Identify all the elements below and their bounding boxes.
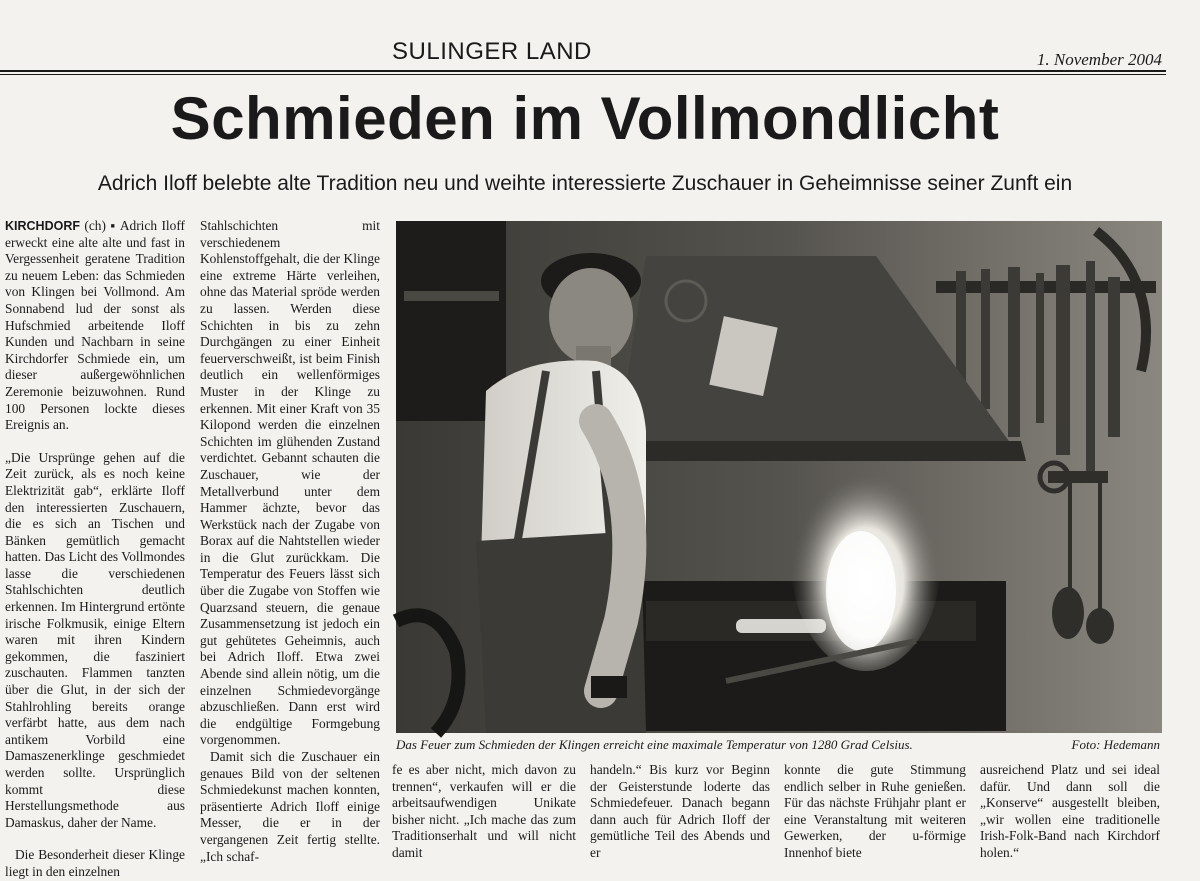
paragraph: ausreichend Platz und sei ideal dafür. Und dann soll die „Konserve“ ausgestellt bleiben, „wir wollen eine traditionelle Irish-Folk-Band nach Kirchdorf holen.“ [980,762,1160,860]
text-column-1 [5,218,185,879]
text-column-6 [980,762,1160,868]
section-title: SULINGER LAND [392,38,592,65]
header-rule-thin [0,74,1166,75]
blacksmith-photo [396,221,1162,733]
photo-caption: Das Feuer zum Schmieden der Klingen erreicht eine maximale Temperatur von 1280 Grad Celsius. [396,737,913,752]
paragraph: Damit sich die Zuschauer ein genaues Bild von der seltenen Schmiedekunst machen konnten, präsentierte Adrich Iloff einige Messer, die er in der vergangenen Zeit fertig stellte. „Ich schaf- [200,749,380,864]
header-rule [0,70,1166,72]
paragraph: Stahlschichten mit verschiedenem Kohlenstoffgehalt, die der Klinge eine extreme Härte verleihen, ohne das Material spröde werden zu lassen. Werden diese Schichten in bis zu zehn Durchgängen zu einer Einheit feuerverschweißt, ist beim Finish deutlich ein wellenförmiges Muster in der Klinge zu erkennen. Mit einer Kraft von 35 Kilopond werden die einzelnen Schichten im glühenden Zustand verdichtet. Gebannt schauten die Zuschauer, wie der Metallverbund unter dem Hammer ächzte, bevor das Werkstück nach der Zugabe von Borax auf die Nahtstellen wieder in die Glut zurückkam. Die Temperatur des Feuers lässt sich über die Zugabe von Stoffen wie Quarzsand steuern, die genaue Zusammensetzung ist jedoch ein gut gehütetes Geheimnis, auch bei Adrich Iloff. Etwa zwei Abende sind allein nötig, um die einzelnen Schmiedevorgänge abzuschließen. Dann erst wird die endgültige Formgebung vorgenommen. [200,218,380,748]
text-column-3 [392,762,576,868]
dateline: KIRCHDORF [5,219,80,233]
photo-credit: Foto: Hedemann [1071,737,1160,752]
paragraph: Die Besonderheit dieser Klinge liegt in den einzelnen [5,847,185,879]
subheadline: Adrich Iloff belebte alte Tradition neu und weihte interessierte Zuschauer in Geheimnisse seiner Zunft ein [97,172,1073,195]
bullet-separator: ▪ [110,218,117,233]
paragraph: handeln.“ Bis kurz vor Beginn der Geisterstunde loderte das Schmiedefeuer. Danach begann dann auch für Adrich Iloff der gemütliche Teil des Abends und er [590,762,770,860]
paragraph: fe es aber nicht, mich davon zu trennen“, verkaufen will er die arbeitsaufwendigen Unikate bisher nicht. „Ich mache das zum Traditionserhalt und will nicht damit [392,762,576,860]
forge-scene-image [396,221,1162,733]
text-column-4 [590,762,770,868]
issue-date: 1. November 2004 [1036,50,1162,69]
lead-text: Adrich Iloff erweckt eine alte alte und fast in Vergessenheit geratene Tradition zu neuem Leben: das Schmieden von Klingen bei Vollmond. Am Sonnabend lud der sonst als Hufschmied arbeitende Iloff Kunden und Nachbarn in seine Kirchdorfer Schmiede ein, um dieser außergewöhnlichen Zeremonie beizuwohnen. Rund 100 Personen lockte dieses Ereignis an. [5,218,185,433]
paragraph: konnte die gute Stimmung endlich selber in Ruhe genießen. Für das nächste Frühjahr plant er eine Veranstaltung mit weiteren Gewerken, der u-förmige Innenhof biete [784,762,966,860]
lead-paragraph [5,218,185,434]
text-column-2 [200,218,380,868]
text-column-5 [784,762,966,868]
headline: Schmieden im Vollmondlicht [170,85,1000,152]
paragraph: „Die Ursprünge gehen auf die Zeit zurück, als es noch keine Elektrizität gab“, erklärte Iloff den interessierten Zuschauern, die es sich an Tischen und Bänken gemütlich gemacht hatten. Das Licht des Vollmondes lasse die verschiedenen Stahlschichten deutlich erkennen. Im Hintergrund ertönte irische Folkmusik, einige Eltern waren mit ihren Kindern gekommen, die fasziniert zuschauten. Flammen tanzten über die Glut, in der sich der Stahlrohling bereits orange verfärbt hatte, aus dem nach antikem Vorbild eine Damaszenerklinge geschmiedet werden sollte. Ursprünglich kommt diese Herstellungsmethode aus Damaskus, daher der Name. [5,449,185,830]
byline: (ch) [84,218,106,233]
